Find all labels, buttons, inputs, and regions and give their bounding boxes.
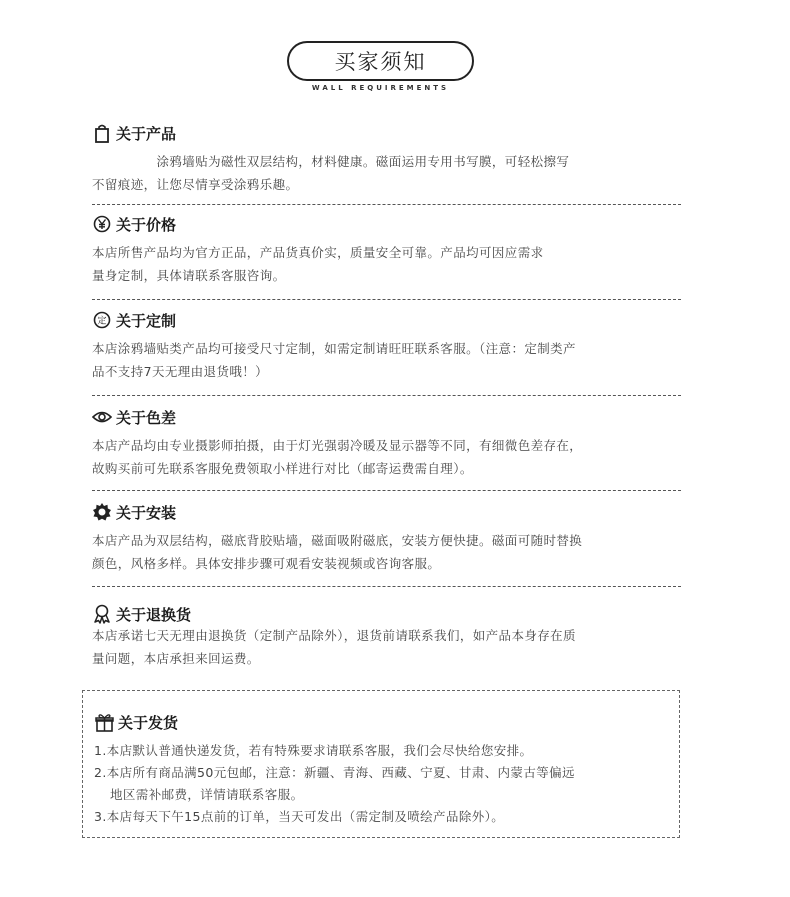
- shipping-box: [82, 690, 680, 838]
- list-item: 2.本店所有商品满50元包邮，注意：新疆、青海、西藏、宁夏、甘肃、内蒙古等偏远: [94, 765, 575, 780]
- section-title: 关于退换货: [116, 605, 192, 624]
- section-title: 关于发货: [118, 713, 179, 732]
- section-divider: [92, 395, 681, 396]
- shopping-bag-icon: [92, 123, 112, 143]
- section-heading: [92, 603, 687, 625]
- section-text: [92, 529, 687, 575]
- text-line: 本店涂鸦墙贴类产品均可接受尺寸定制，如需定制请旺旺联系客服。（注意：定制类产: [92, 341, 576, 356]
- section-divider: [92, 204, 681, 205]
- text-line: 品不支持7天无理由退货哦！）: [92, 364, 269, 379]
- list-item: 1.本店默认普通快递发货，若有特殊要求请联系客服，我们会尽快给您安排。: [94, 743, 533, 758]
- section-customization: [92, 309, 687, 383]
- svg-text:定: 定: [97, 316, 107, 327]
- text-line: 本店产品均由专业摄影师拍摄，由于灯光强弱冷暖及显示器等不同，有细微色差存在，: [92, 438, 583, 453]
- page-subtitle: WALL REQUIREMENTS: [311, 84, 450, 92]
- section-divider: [92, 586, 681, 587]
- section-returns: [92, 603, 687, 670]
- section-divider: [92, 299, 681, 300]
- section-text: [92, 337, 687, 383]
- text-line: 本店产品为双层结构，磁底背胶贴墙，磁面吸附磁底，安装方便快捷。磁面可随时替换: [92, 533, 583, 548]
- section-text: [92, 241, 687, 287]
- text-line: 量问题，本店承担来回运费。: [92, 651, 260, 666]
- text-line: 故购买前可先联系客服免费领取小样进行对比（邮寄运费需自理）。: [92, 461, 473, 476]
- text-line: 本店所售产品均为官方正品，产品货真价实，质量安全可靠。产品均可因应需求: [92, 245, 544, 260]
- section-color-difference: [92, 406, 687, 480]
- gear-icon: [92, 502, 112, 522]
- section-price: [92, 213, 687, 287]
- page-title: 买家须知: [334, 50, 427, 74]
- award-ribbon-icon: [92, 604, 112, 624]
- gift-icon: [94, 712, 114, 732]
- section-text: [92, 624, 687, 670]
- section-heading: [92, 406, 687, 428]
- custom-stamp-icon: [92, 310, 112, 330]
- text-line: 涂鸦墙贴为磁性双层结构，材料健康。磁面运用专用书写膜，可轻松擦写: [92, 154, 570, 169]
- section-title: 关于色差: [116, 408, 177, 427]
- text-line: 颜色，风格多样。具体安排步骤可观看安装视频或咨询客服。: [92, 556, 441, 571]
- section-heading: [92, 213, 687, 235]
- section-text: [92, 434, 687, 480]
- text-line: 不留痕迹，让您尽情享受涂鸦乐趣。: [92, 177, 299, 192]
- section-title: 关于安装: [116, 503, 177, 522]
- section-shipping: [94, 711, 669, 828]
- text-line: 量身定制，具体请联系客服咨询。: [92, 268, 286, 283]
- section-title: 关于定制: [116, 311, 177, 330]
- section-product: [92, 122, 687, 196]
- section-heading: [92, 309, 687, 331]
- eye-icon: [92, 407, 112, 427]
- shipping-list: [94, 740, 669, 828]
- section-installation: [92, 501, 687, 575]
- section-divider: [92, 490, 681, 491]
- text-line: 本店承诺七天无理由退换货（定制产品除外），退货前请联系我们，如产品本身存在质: [92, 628, 576, 643]
- list-item: 3.本店每天下午15点前的订单，当天可发出（需定制及喷绘产品除外）。: [94, 809, 505, 824]
- section-heading: [94, 711, 669, 733]
- section-title: 关于产品: [116, 124, 177, 143]
- page-title-pill: [287, 41, 474, 81]
- section-heading: [92, 122, 687, 144]
- section-title: 关于价格: [116, 215, 177, 234]
- list-item: 地区需补邮费，详情请联系客服。: [110, 787, 304, 802]
- section-heading: [92, 501, 687, 523]
- yen-icon: [92, 214, 112, 234]
- section-text: [92, 150, 687, 196]
